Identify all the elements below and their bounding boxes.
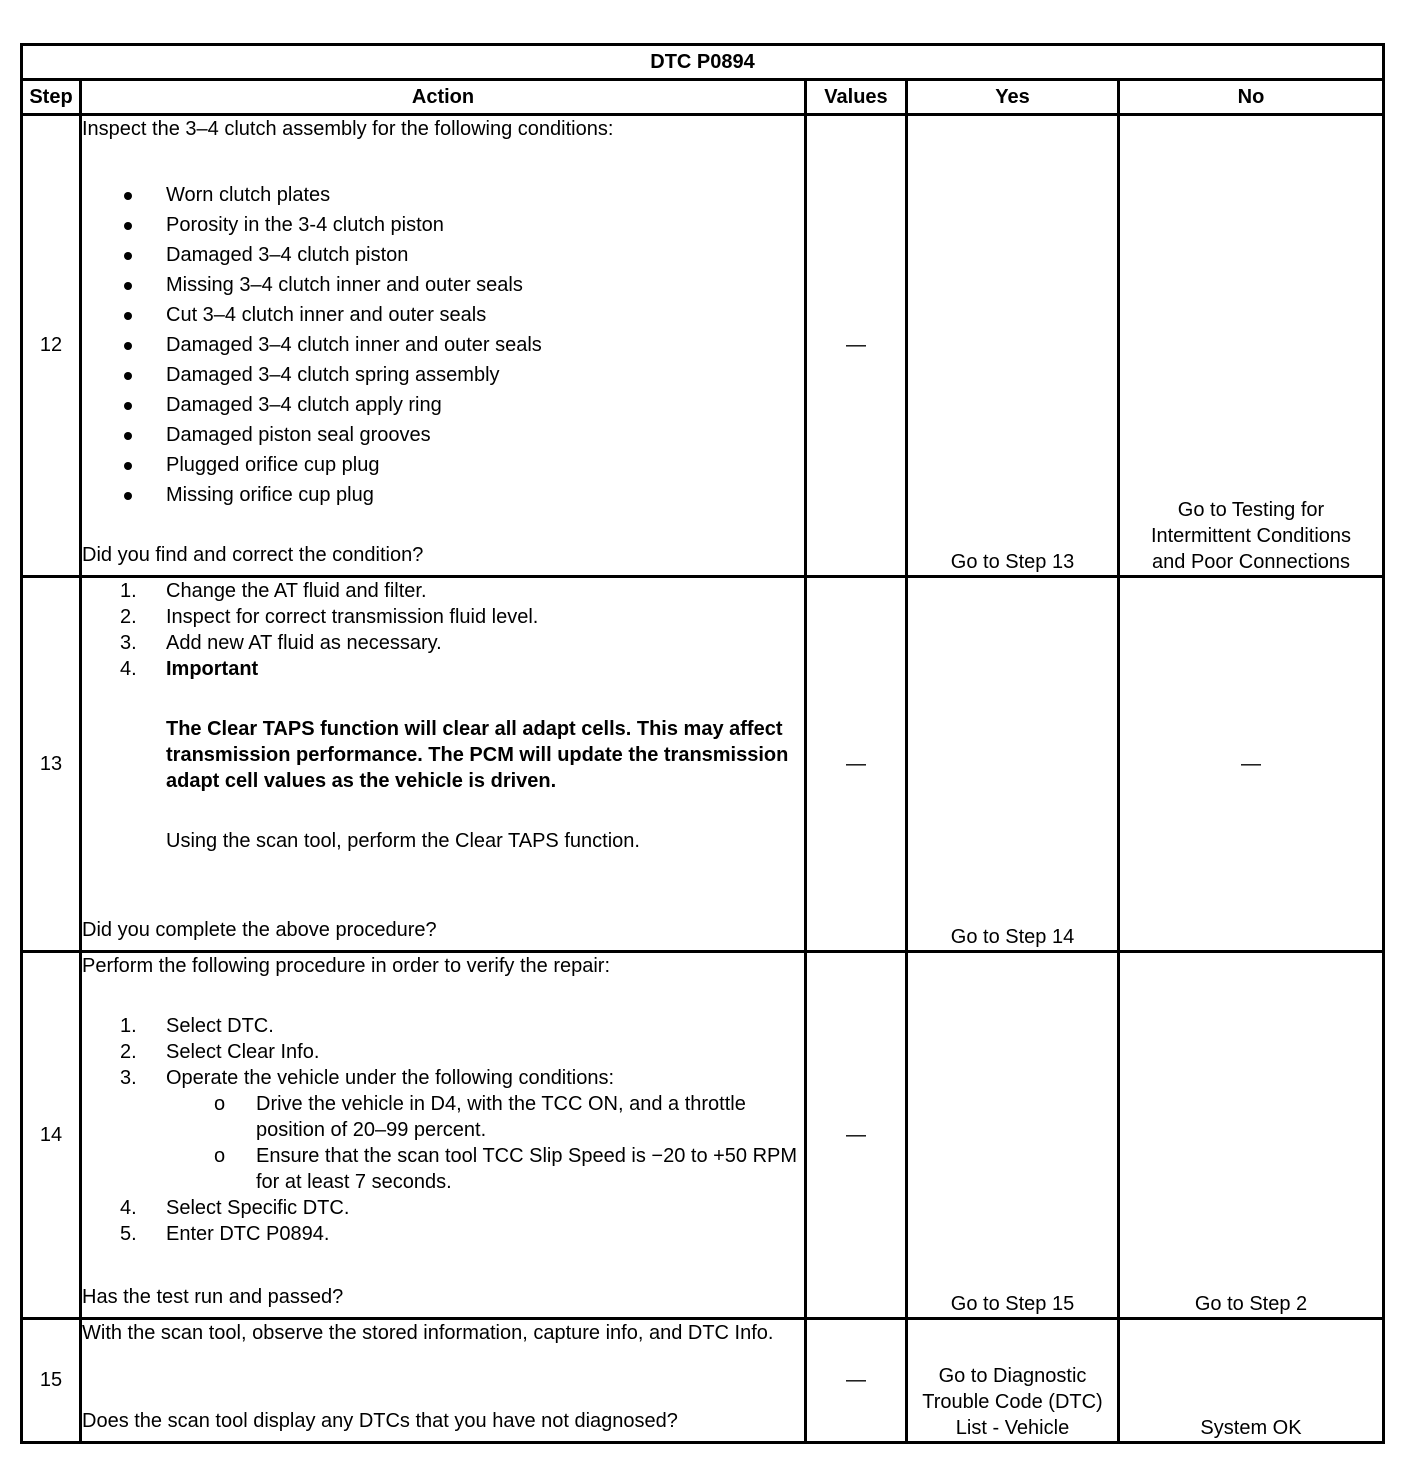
bullet-icon <box>124 192 132 200</box>
important-text: The Clear TAPS function will clear all adapt cells. This may affect transmission performance. The PCM will update the transmission adapt cell values as the vehicle is driven. <box>166 718 789 792</box>
list-item: 1. Select DTC. <box>120 1015 274 1037</box>
action-cell <box>81 577 806 952</box>
action-cell <box>81 115 806 577</box>
list-item: 2. Inspect for correct transmission fluid level. <box>120 606 539 628</box>
bullet-icon <box>124 312 132 320</box>
bullet-icon <box>124 282 132 290</box>
bullet-icon <box>124 432 132 440</box>
action-intro: Perform the following procedure in order to verify the repair: <box>82 955 611 977</box>
table-row-step-15 <box>22 1319 1384 1443</box>
list-item: 2. Select Clear Info. <box>120 1041 320 1063</box>
list-item: 1. Change the AT fluid and filter. <box>120 580 427 602</box>
header-step: Step <box>22 80 81 115</box>
table-row-step-12 <box>22 115 1384 577</box>
table-row-step-14 <box>22 952 1384 1319</box>
yes-cell: Go to Step 14 <box>907 577 1119 952</box>
list-item: o Ensure that the scan tool TCC Slip Speed is −20 to +50 RPM for at least 7 seconds. <box>214 1145 798 1193</box>
important-label: Important <box>166 658 259 680</box>
list-item: 3. Operate the vehicle under the following conditions: o Drive the vehicle in D4, with the TCC ON, and a throttle position of 20–99 percent. o Ensure that the scan tool TCC Slip Speed is −20 to +50 RPM for at least 7 seconds. <box>82 1065 804 1195</box>
no-cell: System OK <box>1119 1319 1384 1443</box>
bullet-icon <box>124 342 132 350</box>
list-item: Damaged 3–4 clutch piston <box>82 240 804 270</box>
action-question: Did you find and correct the condition? <box>82 544 424 566</box>
bullet-icon <box>124 492 132 500</box>
no-cell: Go to Testing for Intermittent Conditions and Poor Connections <box>1119 115 1384 577</box>
no-cell: — <box>1119 577 1384 952</box>
no-cell: Go to Step 2 <box>1119 952 1384 1319</box>
instruction-text: Using the scan tool, perform the Clear TAPS function. <box>166 830 640 852</box>
values-cell: — <box>806 1319 907 1443</box>
header-values: Values <box>806 80 907 115</box>
list-item: Cut 3–4 clutch inner and outer seals <box>82 300 804 330</box>
action-intro: Inspect the 3–4 clutch assembly for the following conditions: <box>82 118 614 140</box>
dtc-table <box>20 43 1385 1444</box>
yes-cell: Go to Step 15 <box>907 952 1119 1319</box>
bullet-icon <box>124 402 132 410</box>
action-question: Did you complete the above procedure? <box>82 919 437 941</box>
action-question: Has the test run and passed? <box>82 1286 344 1308</box>
action-question: Does the scan tool display any DTCs that you have not diagnosed? <box>82 1410 678 1432</box>
action-intro: With the scan tool, observe the stored information, capture info, and DTC Info. <box>82 1322 774 1344</box>
bullet-icon <box>124 372 132 380</box>
header-yes: Yes <box>907 80 1119 115</box>
list-item: Missing 3–4 clutch inner and outer seals <box>82 270 804 300</box>
action-cell <box>81 952 806 1319</box>
list-item: 3. Add new AT fluid as necessary. <box>120 632 442 654</box>
list-item: Damaged piston seal grooves <box>82 420 804 450</box>
yes-cell: Go to Step 13 <box>907 115 1119 577</box>
list-item: Missing orifice cup plug <box>82 480 804 510</box>
table-row-step-13 <box>22 577 1384 952</box>
condition-list <box>82 180 804 510</box>
list-item: Porosity in the 3-4 clutch piston <box>82 210 804 240</box>
list-item: Damaged 3–4 clutch inner and outer seals <box>82 330 804 360</box>
list-item: 5. Enter DTC P0894. <box>120 1223 330 1245</box>
table-title: DTC P0894 <box>22 45 1384 80</box>
step-number: 14 <box>22 952 81 1319</box>
list-item: Damaged 3–4 clutch spring assembly <box>82 360 804 390</box>
values-cell: — <box>806 115 907 577</box>
procedure-list <box>82 1013 804 1247</box>
list-item: o Drive the vehicle in D4, with the TCC ON, and a throttle position of 20–99 percent. <box>214 1093 746 1141</box>
values-cell: — <box>806 577 907 952</box>
list-item: 4. Select Specific DTC. <box>120 1197 350 1219</box>
list-item: Damaged 3–4 clutch apply ring <box>82 390 804 420</box>
action-cell <box>81 1319 806 1443</box>
sub-condition-list <box>82 1091 804 1195</box>
list-item: Plugged orifice cup plug <box>82 450 804 480</box>
bullet-icon <box>124 462 132 470</box>
procedure-list <box>82 578 804 682</box>
bullet-icon <box>124 252 132 260</box>
bullet-icon <box>124 222 132 230</box>
header-action: Action <box>81 80 806 115</box>
list-item: Worn clutch plates <box>82 180 804 210</box>
list-item: 4. Important <box>120 658 259 680</box>
step-number: 12 <box>22 115 81 577</box>
header-no: No <box>1119 80 1384 115</box>
step-number: 15 <box>22 1319 81 1443</box>
values-cell: — <box>806 952 907 1319</box>
step-number: 13 <box>22 577 81 952</box>
yes-cell: Go to Diagnostic Trouble Code (DTC) List - Vehicle <box>907 1319 1119 1443</box>
